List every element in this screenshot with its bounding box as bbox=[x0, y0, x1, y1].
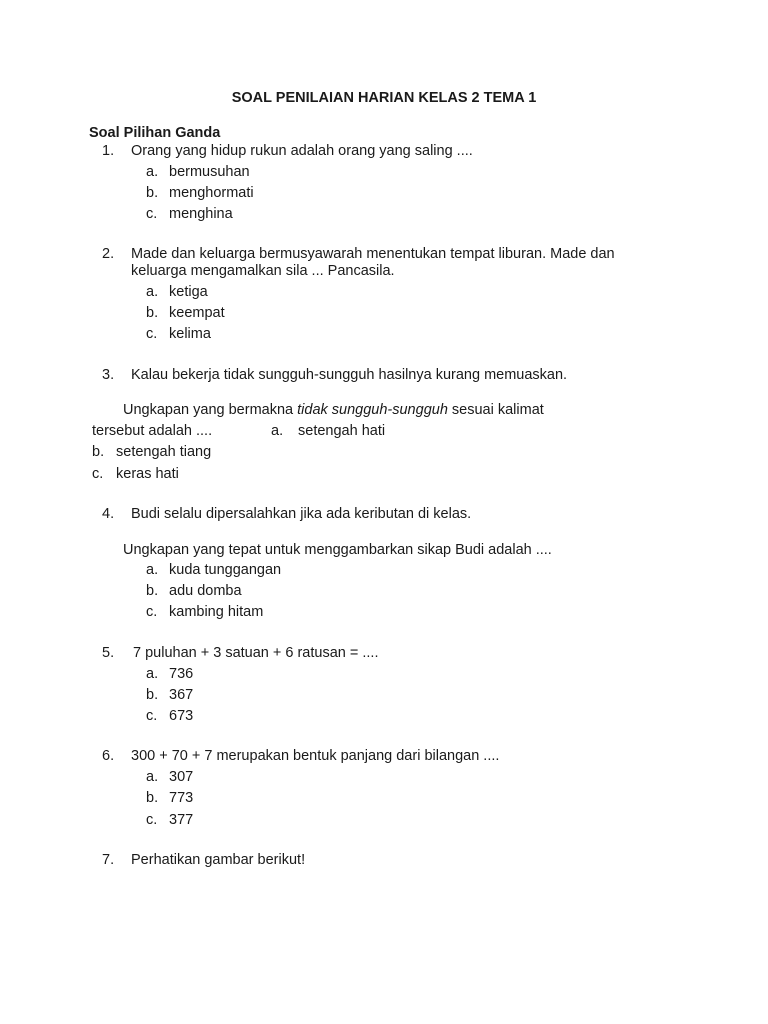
section-title: Soal Pilihan Ganda bbox=[89, 125, 221, 141]
option-letter: b. bbox=[146, 305, 159, 321]
option-text: 673 bbox=[169, 708, 194, 724]
prompt-after: sesuai kalimat bbox=[447, 402, 544, 418]
question-number: 5. bbox=[102, 645, 115, 661]
question-text-line-2: keluarga mengamalkan sila ... Pancasila. bbox=[131, 263, 395, 279]
option-letter: c. bbox=[146, 812, 158, 828]
option-text: ketiga bbox=[169, 284, 208, 300]
question-number: 3. bbox=[102, 367, 115, 383]
prompt-before: Ungkapan yang bermakna bbox=[123, 402, 298, 418]
option-letter: c. bbox=[146, 708, 158, 724]
prompt-italic: tidak sungguh-sungguh bbox=[297, 402, 448, 418]
option-text: kambing hitam bbox=[169, 604, 264, 620]
option-text: 367 bbox=[169, 687, 194, 703]
option-letter: b. bbox=[146, 790, 159, 806]
option-letter: a. bbox=[146, 666, 159, 682]
question-number: 7. bbox=[102, 852, 115, 868]
option-letter: c. bbox=[92, 466, 104, 482]
option-text: keempat bbox=[169, 305, 225, 321]
option-letter: b. bbox=[146, 687, 159, 703]
question-text: 300 + 70 + 7 merupakan bentuk panjang dari bilangan .... bbox=[131, 748, 500, 764]
question-text: Kalau bekerja tidak sungguh-sungguh hasilnya kurang memuaskan. bbox=[131, 367, 568, 383]
option-letter: b. bbox=[92, 444, 105, 460]
option-letter: a. bbox=[146, 284, 159, 300]
question-text: Orang yang hidup rukun adalah orang yang saling .... bbox=[131, 143, 473, 159]
option-text: bermusuhan bbox=[169, 164, 250, 180]
option-text: adu domba bbox=[169, 583, 242, 599]
option-letter: c. bbox=[146, 604, 158, 620]
option-letter: a. bbox=[271, 423, 284, 439]
question-text: Budi selalu dipersalahkan jika ada keributan di kelas. bbox=[131, 506, 472, 522]
question-number: 2. bbox=[102, 246, 115, 262]
question-prompt: Ungkapan yang tepat untuk menggambarkan sikap Budi adalah .... bbox=[123, 542, 552, 558]
option-text: kelima bbox=[169, 326, 211, 342]
option-text: keras hati bbox=[116, 466, 179, 482]
option-text: setengah tiang bbox=[116, 444, 212, 460]
option-text: 773 bbox=[169, 790, 194, 806]
page-title: SOAL PENILAIAN HARIAN KELAS 2 TEMA 1 bbox=[231, 90, 537, 106]
option-letter: a. bbox=[146, 164, 159, 180]
option-letter: b. bbox=[146, 185, 159, 201]
question-number: 1. bbox=[102, 143, 115, 159]
option-text: 377 bbox=[169, 812, 194, 828]
option-text: setengah hati bbox=[298, 423, 386, 439]
question-number: 6. bbox=[102, 748, 115, 764]
option-text: kuda tunggangan bbox=[169, 562, 282, 578]
question-text: Perhatikan gambar berikut! bbox=[131, 852, 306, 868]
option-text: menghina bbox=[169, 206, 233, 222]
option-letter: c. bbox=[146, 206, 158, 222]
option-letter: a. bbox=[146, 769, 159, 785]
question-text: 7 puluhan + 3 satuan + 6 ratusan = .... bbox=[133, 645, 379, 661]
option-letter: c. bbox=[146, 326, 158, 342]
question-number: 4. bbox=[102, 506, 115, 522]
option-text: 307 bbox=[169, 769, 194, 785]
option-letter: b. bbox=[146, 583, 159, 599]
option-text: 736 bbox=[169, 666, 194, 682]
question-prompt bbox=[123, 401, 544, 419]
option-letter: a. bbox=[146, 562, 159, 578]
question-text-line-1: Made dan keluarga bermusyawarah menentukan tempat liburan. Made dan bbox=[131, 246, 615, 262]
option-text: menghormati bbox=[169, 185, 254, 201]
question-prompt-line-2: tersebut adalah .... bbox=[92, 423, 213, 439]
